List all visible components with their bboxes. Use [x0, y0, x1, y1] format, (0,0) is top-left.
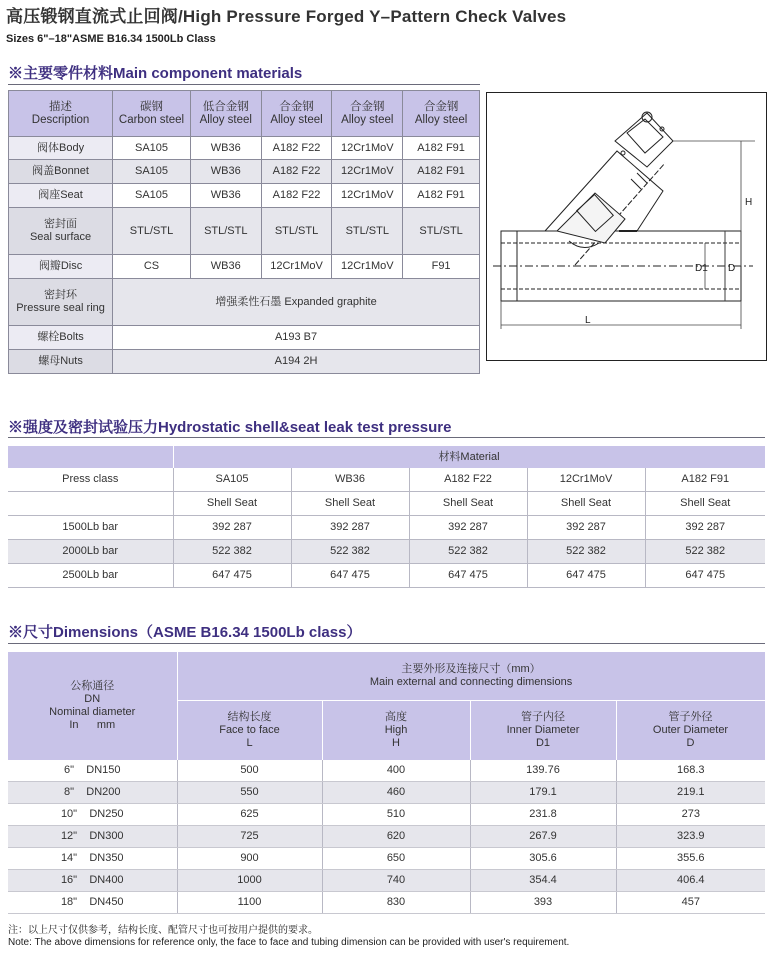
table-cell: 647 475: [527, 564, 645, 588]
table-cell: 1000: [177, 870, 322, 892]
table-cell: STL/STL: [261, 208, 332, 255]
pressure-shell-seat-row: [8, 492, 765, 516]
row-label: 阀座Seat: [9, 184, 113, 208]
size-cell: 8" DN200: [8, 782, 177, 804]
header-low-alloy-steel: 低合金钢 Alloy steel: [190, 91, 261, 137]
table-cell: 650: [322, 848, 470, 870]
table-row: [8, 782, 765, 804]
pressure-table: [8, 446, 766, 588]
table-cell: 219.1: [616, 782, 765, 804]
row-label: 阀体Body: [9, 137, 113, 160]
table-cell: A182 F22: [261, 184, 332, 208]
table-cell: 12Cr1MoV: [332, 160, 403, 184]
page-title: 高压锻钢直流式止回阀/High Pressure Forged Y–Pattern Check Valves: [6, 7, 567, 26]
table-cell: 12Cr1MoV: [261, 255, 332, 279]
table-cell: 500: [177, 760, 322, 782]
row-label: 阀盖Bonnet: [9, 160, 113, 184]
table-row: [9, 208, 480, 255]
table-cell: 12Cr1MoV: [332, 137, 403, 160]
pressure-section-title: ※强度及密封试验压力Hydrostatic shell&seat leak test pressure: [8, 419, 452, 436]
table-cell: 323.9: [616, 826, 765, 848]
table-cell: 168.3: [616, 760, 765, 782]
table-row: [9, 160, 480, 184]
size-cell: 16" DN400: [8, 870, 177, 892]
table-cell: 393: [470, 892, 616, 914]
table-cell: STL/STL: [403, 208, 480, 255]
table-row: [9, 255, 480, 279]
blank-cell: [8, 492, 173, 516]
table-cell: 510: [322, 804, 470, 826]
header-press-class: Press class: [8, 468, 173, 492]
pressure-header-row: [8, 446, 765, 468]
materials-table: [8, 90, 480, 374]
material-name: SA105: [173, 468, 291, 492]
valve-diagram: [486, 92, 767, 361]
size-cell: 18" DN450: [8, 892, 177, 914]
materials-header-row: [9, 91, 480, 137]
table-cell: 647 475: [409, 564, 527, 588]
table-cell-span: A194 2H: [113, 350, 480, 374]
table-cell: 460: [322, 782, 470, 804]
table-cell: STL/STL: [332, 208, 403, 255]
table-cell: 900: [177, 848, 322, 870]
table-row: [9, 184, 480, 208]
header-nominal-diameter: 公称通径 DN Nominal diameter In mm: [8, 652, 177, 760]
press-class-cell: 1500Lb bar: [8, 516, 173, 540]
header-alloy-steel: 合金钢 Alloy steel: [332, 91, 403, 137]
dim-label-l: L: [585, 315, 591, 326]
shell-seat-label: Shell Seat: [409, 492, 527, 516]
dimensions-table: [8, 652, 766, 914]
table-cell: WB36: [190, 184, 261, 208]
table-cell: 392 287: [291, 516, 409, 540]
header-height: 高度 High H: [322, 700, 470, 760]
table-cell: 457: [616, 892, 765, 914]
table-row: [8, 564, 765, 588]
dim-label-h: H: [745, 197, 753, 208]
header-blank: [8, 446, 173, 468]
table-cell: 620: [322, 826, 470, 848]
table-cell: WB36: [190, 255, 261, 279]
material-name: 12Cr1MoV: [527, 468, 645, 492]
material-name: A182 F91: [645, 468, 765, 492]
size-cell: 10" DN250: [8, 804, 177, 826]
table-cell: A182 F91: [403, 184, 480, 208]
shell-seat-label: Shell Seat: [527, 492, 645, 516]
table-cell: 392 287: [409, 516, 527, 540]
table-cell: 647 475: [173, 564, 291, 588]
dimensions-section-title: ※尺寸Dimensions（ASME B16.34 1500Lb class）: [8, 624, 362, 641]
dimensions-header-row: [8, 652, 765, 700]
table-cell: SA105: [113, 184, 191, 208]
table-cell: 12Cr1MoV: [332, 255, 403, 279]
row-label: 阀瓣Disc: [9, 255, 113, 279]
table-cell: F91: [403, 255, 480, 279]
press-class-cell: 2500Lb bar: [8, 564, 173, 588]
row-label: 螺母Nuts: [9, 350, 113, 374]
table-cell: 179.1: [470, 782, 616, 804]
material-name: A182 F22: [409, 468, 527, 492]
table-cell: 392 287: [527, 516, 645, 540]
table-row: [8, 540, 765, 564]
table-cell: 1100: [177, 892, 322, 914]
pressure-divider: [8, 437, 765, 438]
table-row: [8, 804, 765, 826]
table-cell: 273: [616, 804, 765, 826]
table-cell: CS: [113, 255, 191, 279]
table-cell: A182 F91: [403, 137, 480, 160]
row-label: 螺栓Bolts: [9, 326, 113, 350]
table-cell: 725: [177, 826, 322, 848]
table-cell: 522 382: [527, 540, 645, 564]
table-cell: A182 F91: [403, 160, 480, 184]
table-cell: 522 382: [645, 540, 765, 564]
table-cell: WB36: [190, 137, 261, 160]
size-cell: 14" DN350: [8, 848, 177, 870]
note-chinese: 注：以上尺寸仅供参考，结构长度、配管尺寸也可按用户提供的要求。: [8, 925, 318, 936]
table-cell: 830: [322, 892, 470, 914]
header-alloy-steel: 合金钢 Alloy steel: [403, 91, 480, 137]
table-cell: 139.76: [470, 760, 616, 782]
table-cell: SA105: [113, 160, 191, 184]
page-subtitle: Sizes 6"–18"ASME B16.34 1500Lb Class: [6, 33, 216, 45]
shell-seat-label: Shell Seat: [645, 492, 765, 516]
header-outer-diameter: 管子外径 Outer Diameter D: [616, 700, 765, 760]
table-cell: 647 475: [291, 564, 409, 588]
table-row: [9, 137, 480, 160]
table-cell: 12Cr1MoV: [332, 184, 403, 208]
table-cell: 400: [322, 760, 470, 782]
header-carbon-steel: 碳钢 Carbon steel: [113, 91, 191, 137]
table-row: [8, 516, 765, 540]
table-cell-span: 增强柔性石墨 Expanded graphite: [113, 279, 480, 326]
table-cell: 550: [177, 782, 322, 804]
materials-section-title: ※主要零件材料Main component materials: [8, 65, 303, 82]
table-cell: 406.4: [616, 870, 765, 892]
table-cell: 522 382: [409, 540, 527, 564]
table-cell: WB36: [190, 160, 261, 184]
header-description: 描述 Description: [9, 91, 113, 137]
dimensions-divider: [8, 643, 765, 644]
header-alloy-steel: 合金钢 Alloy steel: [261, 91, 332, 137]
table-row: [9, 279, 480, 326]
note-english: Note: The above dimensions for reference only, the face to face and tubing dimension can be provided with user's requirement.: [8, 937, 570, 948]
table-cell: 522 382: [291, 540, 409, 564]
table-cell: 392 287: [173, 516, 291, 540]
header-face-to-face: 结构长度 Face to face L: [177, 700, 322, 760]
dim-label-d1: D1: [695, 263, 708, 274]
valve-drawing: [487, 93, 766, 360]
table-row: [9, 326, 480, 350]
table-row: [8, 826, 765, 848]
dim-label-d: D: [728, 263, 736, 274]
materials-divider: [8, 84, 480, 85]
table-cell: 647 475: [645, 564, 765, 588]
table-cell: SA105: [113, 137, 191, 160]
table-row: [8, 760, 765, 782]
header-material: 材料Material: [173, 446, 765, 468]
table-row: [8, 848, 765, 870]
table-cell: 392 287: [645, 516, 765, 540]
header-inner-diameter: 管子内径 Inner Diameter D1: [470, 700, 616, 760]
size-cell: 6" DN150: [8, 760, 177, 782]
pressure-material-row: [8, 468, 765, 492]
table-cell: 740: [322, 870, 470, 892]
size-cell: 12" DN300: [8, 826, 177, 848]
shell-seat-label: Shell Seat: [291, 492, 409, 516]
table-cell: STL/STL: [190, 208, 261, 255]
table-row: [8, 870, 765, 892]
table-cell: 355.6: [616, 848, 765, 870]
row-label: 密封环 Pressure seal ring: [9, 279, 113, 326]
table-row: [9, 350, 480, 374]
table-cell-span: A193 B7: [113, 326, 480, 350]
material-name: WB36: [291, 468, 409, 492]
press-class-cell: 2000Lb bar: [8, 540, 173, 564]
table-cell: 625: [177, 804, 322, 826]
table-cell: 305.6: [470, 848, 616, 870]
table-cell: 267.9: [470, 826, 616, 848]
table-cell: 231.8: [470, 804, 616, 826]
table-cell: A182 F22: [261, 160, 332, 184]
header-main-dimensions: 主要外形及连接尺寸（mm） Main external and connecting dimensions: [177, 652, 765, 700]
table-cell: 354.4: [470, 870, 616, 892]
table-cell: A182 F22: [261, 137, 332, 160]
shell-seat-label: Shell Seat: [173, 492, 291, 516]
table-cell: STL/STL: [113, 208, 191, 255]
table-row: [8, 892, 765, 914]
row-label: 密封面 Seal surface: [9, 208, 113, 255]
table-cell: 522 382: [173, 540, 291, 564]
